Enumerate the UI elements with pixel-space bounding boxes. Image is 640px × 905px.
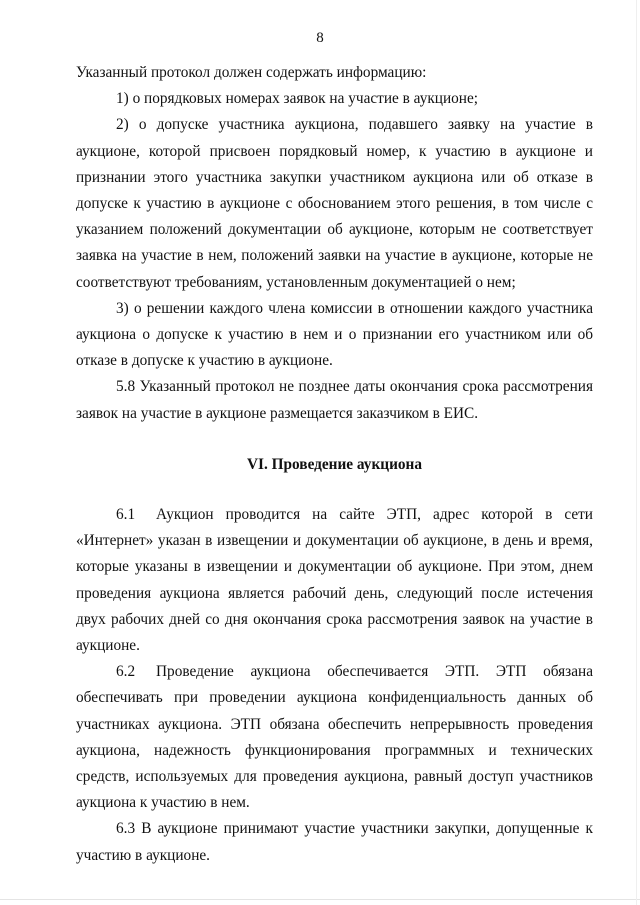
paragraph-5-8: 5.8 Указанный протокол не позднее даты окончания срока рассмотрения заявок на участие в аукционе размещается заказчиком в ЕИС. <box>76 378 593 422</box>
clause-6-2 <box>76 659 593 816</box>
clause-6-1 <box>76 502 593 659</box>
list-item-2: 2) о допуске участника аукциона, подавшего заявку на участие в аукционе, которой присвоен порядковый номер, к участию в аукционе и признании этого участника закупки участником аукциона или об отказе в допуске к участию в аукционе с обоснованием этого решения, в том числе с указанием положений документации об аукционе, которым не соответствует заявка на участие в нем, положений заявки на участие в аукционе, которые не соответствуют требованиям, установленным документацией о нем; <box>76 116 593 291</box>
list-item-1: 1) о порядковых номерах заявок на участие в аукционе; <box>116 90 479 108</box>
section-heading: VI. Проведение аукциона <box>246 455 422 473</box>
clause-6-1-number: 6.1 <box>116 506 136 524</box>
page-number: 8 <box>316 30 324 46</box>
clause-6-3: 6.3 В аукционе принимают участие участники закупки, допущенные к участию в аукционе. <box>76 820 593 864</box>
clause-6-2-number: 6.2 <box>116 663 136 681</box>
list-item-3: 3) о решении каждого члена комиссии в отношении каждого участника аукциона о допуске к участию в нем и о признании его участником или об отказе в допуске к участию в аукционе. <box>76 299 593 370</box>
clause-6-2-text: Проведение аукциона обеспечивается ЭТП. ЭТП обязана обеспечивать при проведении аукциона конфиденциальность данных об участниках аукциона. ЭТП обязана обеспечить непрерывность проведения аукциона, надежность функционирования программных и технических средств, используемых для проведения аукциона, равный доступ участников аукциона к участию в нем. <box>76 663 593 812</box>
scan-edge-right <box>636 0 637 905</box>
protocol-intro: Указанный протокол должен содержать информацию: <box>76 64 427 81</box>
clause-6-1-text: Аукцион проводится на сайте ЭТП, адрес которой в сети «Интернет» указан в извещении и документации об аукционе, в день и время, которые указаны в извещении и документации об аукционе. При этом, днем проведения аукциона является рабочий день, следующий после истечения двух рабочих дней со дня окончания срока рассмотрения заявок на участие в аукционе. <box>76 506 593 655</box>
document-body <box>76 60 593 869</box>
scan-edge-bottom <box>0 899 640 900</box>
